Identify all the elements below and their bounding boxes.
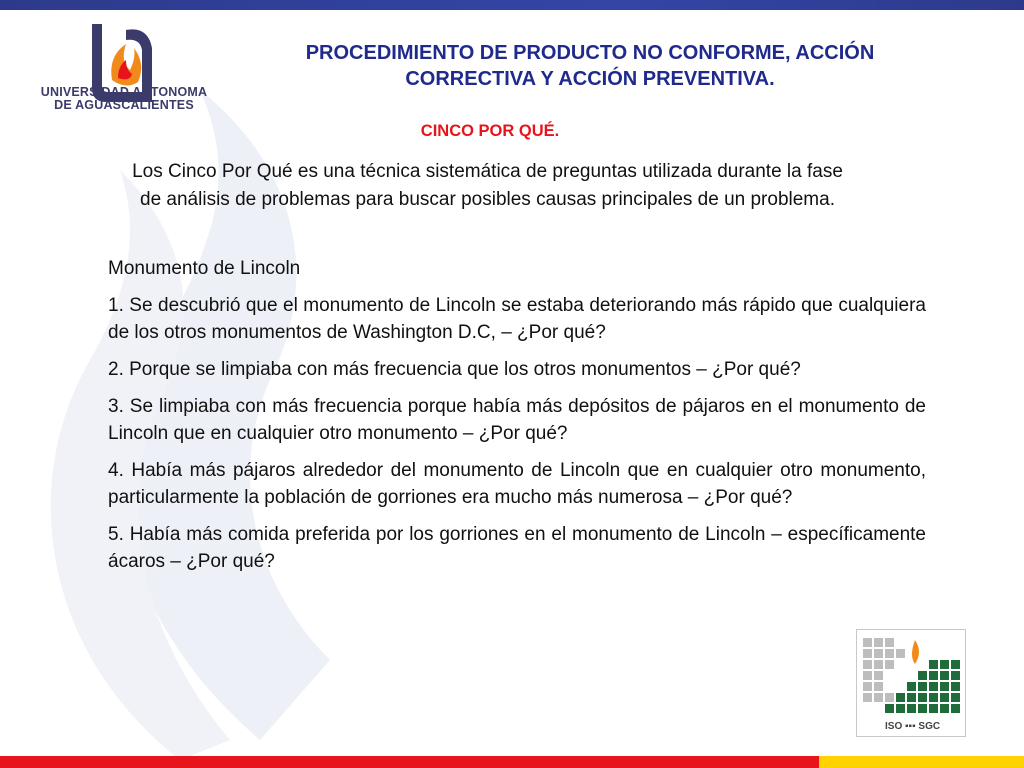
iso-sgc-logo (856, 629, 966, 737)
section-heading: CINCO POR QUÉ. (420, 122, 560, 140)
example-title: Monumento de Lincoln (108, 258, 301, 279)
list-item: 4. Había más pájaros alrededor del monumento de Lincoln que en cualquier otro monumento, particularmente la población de gorriones era mucho más numerosa – ¿Por qué? (108, 460, 926, 508)
intro-paragraph: Los Cinco Por Qué es una técnica sistemática de preguntas utilizada durante la fase de análisis de problemas para buscar posibles causas principales de un problema. (132, 161, 843, 210)
logo-text-line2: DE AGUASCALIENTES (54, 98, 194, 112)
list-item: 1. Se descubrió que el monumento de Lincoln se estaba deteriorando más rápido que cualquiera de los otros monumentos de Washington D.C, – ¿Por qué? (108, 295, 926, 343)
logo-text-line1: UNIVERSIDAD AUTONOMA (40, 85, 208, 99)
iso-grid-icon (857, 630, 965, 722)
list-item: 5. Había más comida preferida por los gorriones en el monumento de Lincoln – específicamente ácaros – ¿Por qué? (108, 524, 926, 572)
university-logo-text (34, 86, 214, 112)
page-title-line2: CORRECTIVA Y ACCIÓN PREVENTIVA. (405, 68, 775, 90)
page-title-line1: PROCEDIMIENTO DE PRODUCTO NO CONFORME, ACCIÓN (305, 42, 875, 64)
page-title (215, 40, 965, 92)
list-item: 3. Se limpiaba con más frecuencia porque había más depósitos de pájaros en el monumento de Lincoln que en cualquier otro monumento – ¿Por qué? (108, 396, 926, 444)
list-item: 2. Porque se limpiaba con más frecuencia que los otros monumentos – ¿Por qué? (108, 359, 801, 380)
bottom-color-bar-yellow (819, 756, 1024, 768)
bottom-color-bar (0, 756, 1024, 768)
iso-label: ISO ▪▪▪ SGC (885, 721, 941, 732)
content-body (108, 255, 926, 585)
